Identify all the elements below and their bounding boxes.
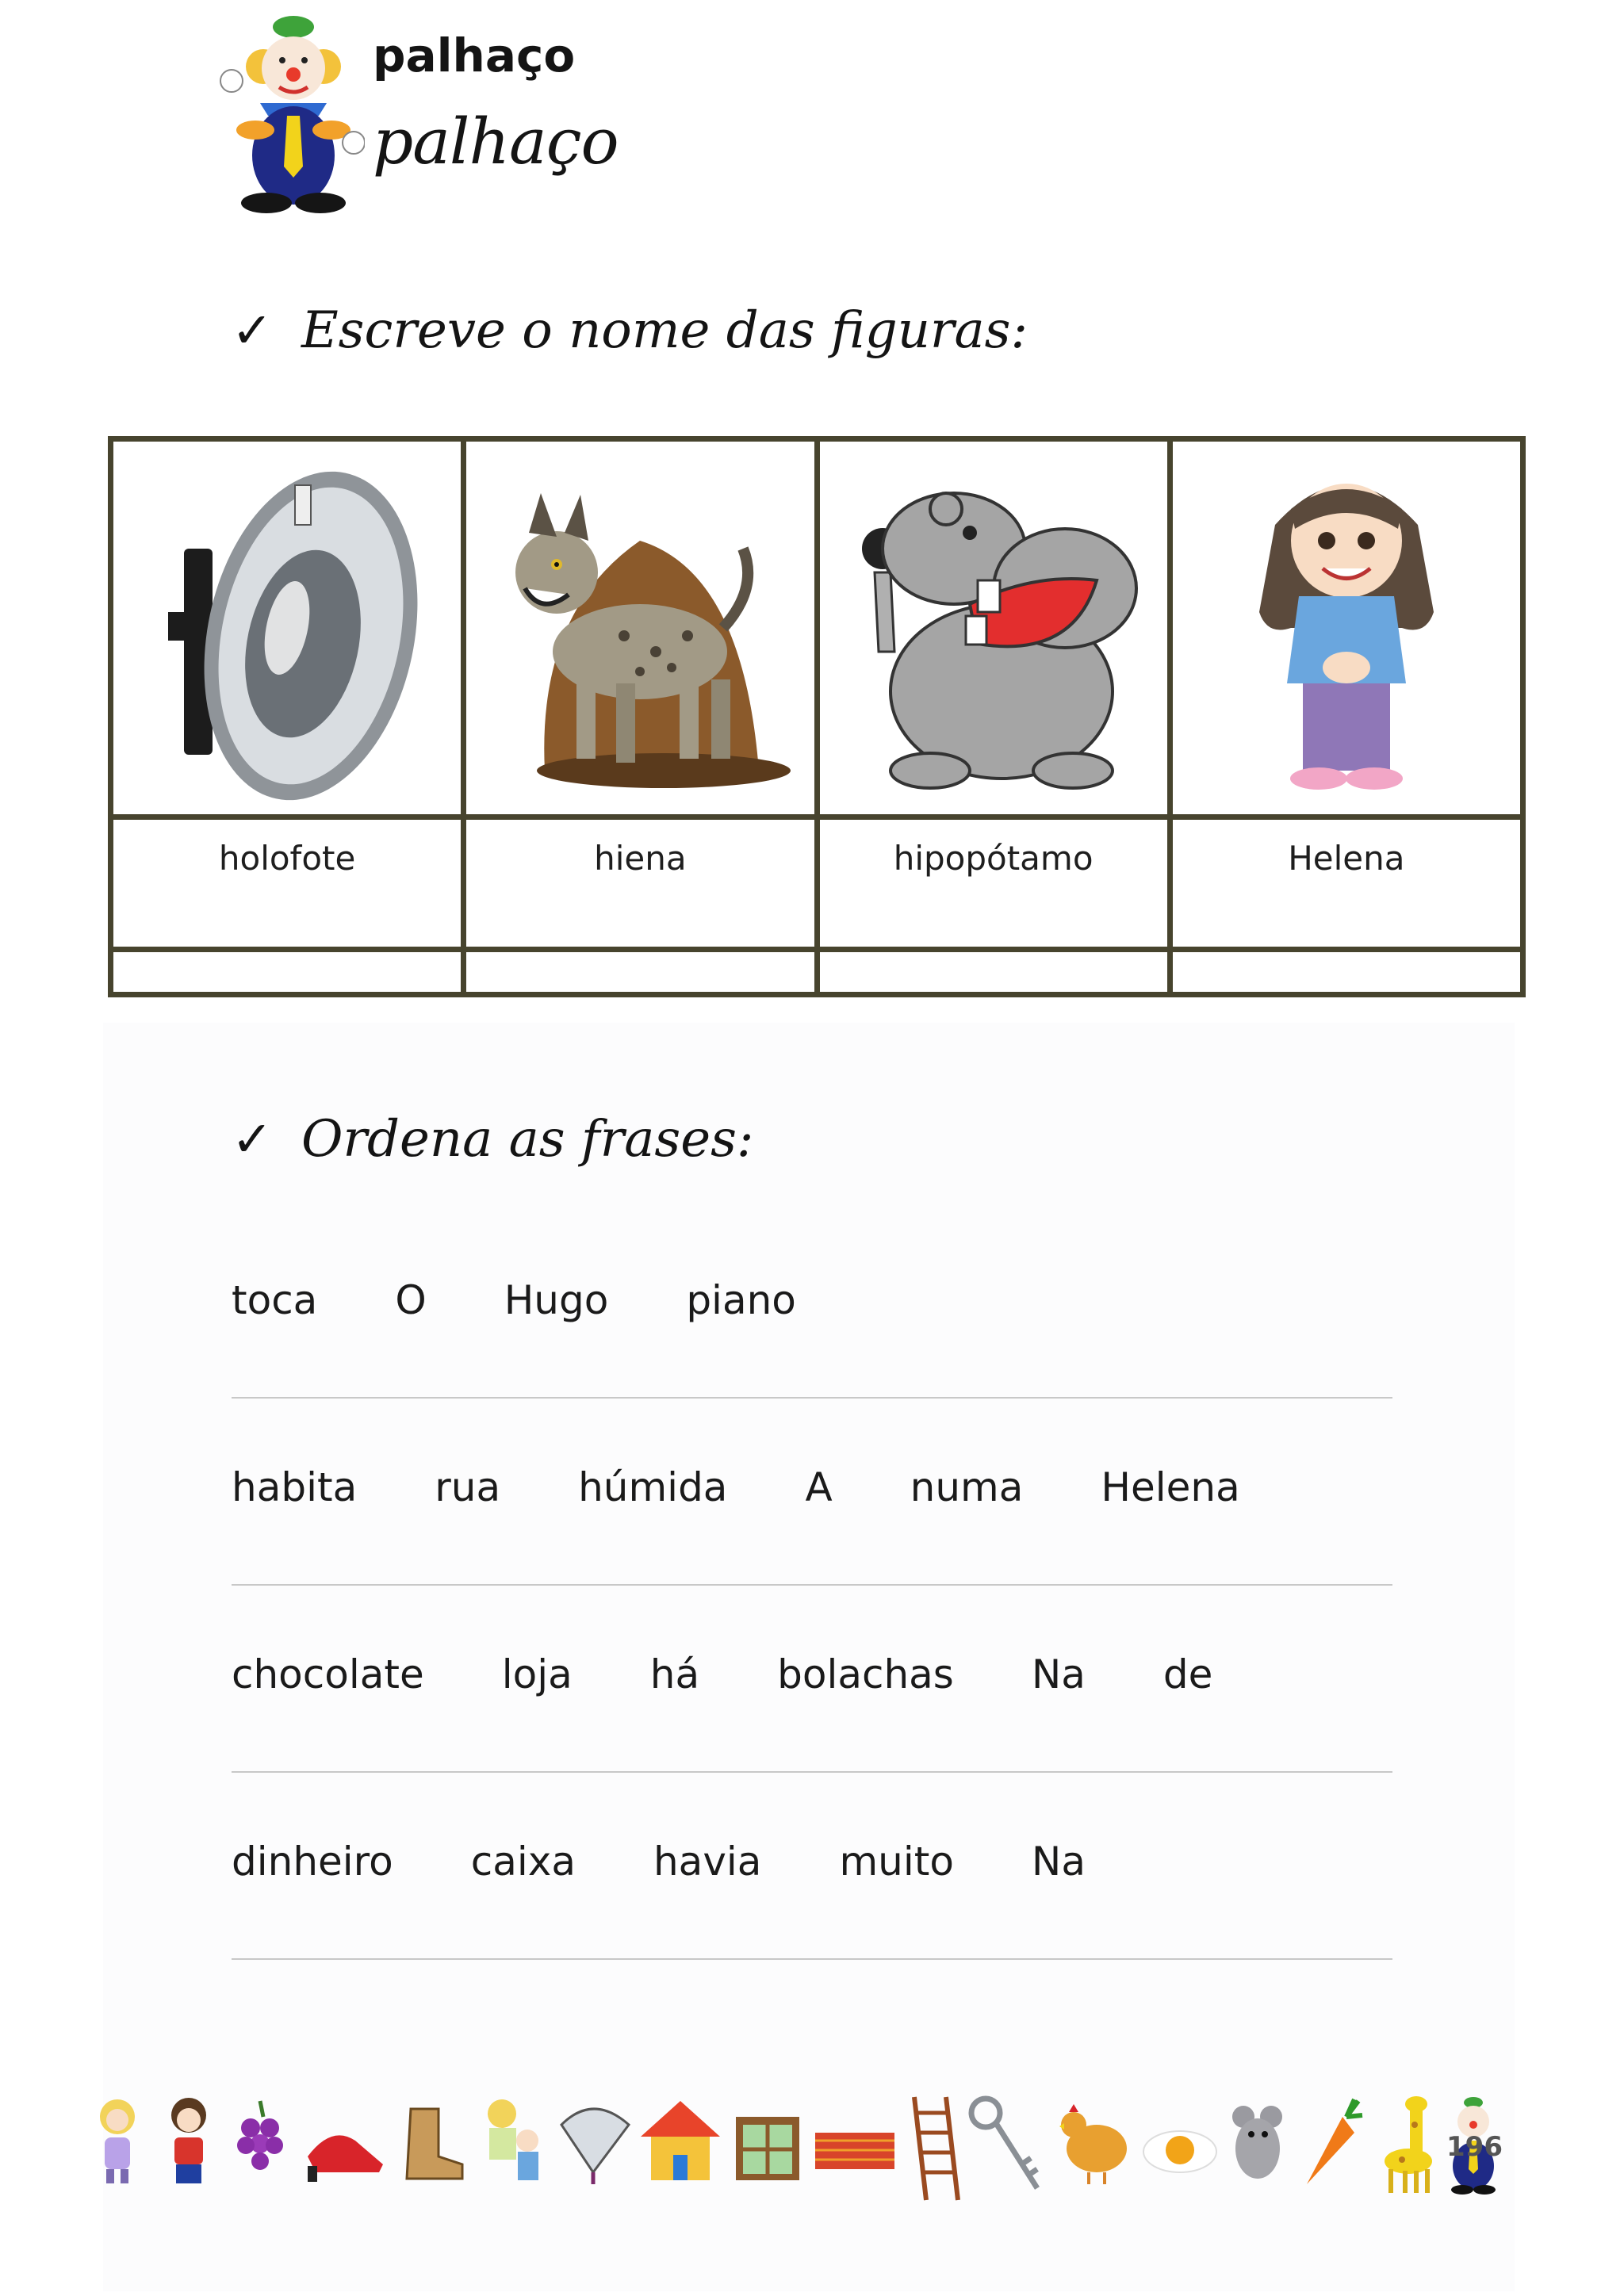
title-word-print: palhaço: [373, 29, 576, 82]
girl-icon: [1228, 453, 1465, 802]
title-word-script: palhaço: [373, 105, 619, 178]
answer-line[interactable]: [232, 1397, 1392, 1399]
word: Na: [1031, 1651, 1086, 1697]
sentence-row: [232, 1822, 1392, 2009]
instruction-order-sentences: [232, 1110, 753, 1169]
fan-icon: [553, 2093, 633, 2188]
instruction-text: Ordena as frases:: [301, 1110, 754, 1169]
word: caixa: [470, 1839, 576, 1885]
answer-cell[interactable]: [113, 952, 461, 992]
instruction-text: Escreve o nome das figuras:: [301, 301, 1028, 360]
word: loja: [501, 1651, 573, 1697]
word: há: [649, 1651, 700, 1697]
word: rua: [435, 1464, 501, 1510]
hen-icon: [1053, 2093, 1132, 2188]
spotlight-icon: [152, 453, 422, 802]
picture-label: Helena: [1173, 820, 1520, 947]
check-icon: ✓: [232, 1110, 273, 1168]
word: Helena: [1101, 1464, 1240, 1510]
answer-line[interactable]: [232, 1771, 1392, 1773]
footer-icon-strip: [86, 2093, 1545, 2220]
header: [214, 11, 619, 217]
house-icon: [637, 2093, 724, 2188]
red-shoe-icon: [300, 2093, 387, 2188]
ladder-icon: [902, 2093, 966, 2204]
answer-line[interactable]: [232, 1584, 1392, 1586]
picture-label: holofote: [113, 820, 461, 947]
egg-icon: [1140, 2093, 1220, 2188]
picture-table: [108, 436, 1526, 997]
clown-icon: [214, 11, 365, 217]
word: bolachas: [777, 1651, 954, 1697]
instruction-name-pictures: [232, 301, 1028, 360]
word: chocolate: [232, 1651, 424, 1697]
word: havia: [653, 1839, 762, 1885]
sentence-row: [232, 1448, 1392, 1635]
giraffe-icon: [1378, 2093, 1442, 2196]
word: húmida: [578, 1464, 728, 1510]
check-icon: ✓: [232, 301, 273, 359]
picture-cell-helena: [1173, 442, 1520, 814]
hippo-icon: [835, 453, 1152, 802]
picture-cell-holofote: [113, 442, 461, 814]
answer-cell[interactable]: [820, 952, 1167, 992]
sentence-row: [232, 1635, 1392, 1822]
boot-icon: [395, 2093, 466, 2188]
sentence-row: [232, 1261, 1392, 1448]
word: O: [395, 1277, 427, 1323]
carrot-icon: [1299, 2093, 1370, 2188]
word: Hugo: [504, 1277, 609, 1323]
answer-cell[interactable]: [1173, 952, 1520, 992]
mouse-icon: [1224, 2093, 1295, 2188]
hyena-icon: [481, 453, 799, 802]
picture-label: hiena: [466, 820, 814, 947]
window-icon: [732, 2093, 803, 2188]
word: Na: [1031, 1839, 1086, 1885]
picture-label: hipopótamo: [820, 820, 1167, 947]
girl-doll-icon: [86, 2093, 149, 2188]
sentence-list: [232, 1261, 1392, 2009]
word: muito: [839, 1839, 954, 1885]
word: numa: [910, 1464, 1024, 1510]
boy-doll-icon: [157, 2093, 220, 2188]
kids-icon: [470, 2093, 550, 2188]
rug-icon: [811, 2093, 898, 2188]
key-icon: [966, 2093, 1045, 2196]
answer-cell[interactable]: [466, 952, 814, 992]
page-number: 196: [1446, 2131, 1503, 2163]
word: habita: [232, 1464, 358, 1510]
word: piano: [686, 1277, 796, 1323]
word: de: [1162, 1651, 1213, 1697]
picture-cell-hipopotamo: [820, 442, 1167, 814]
word: toca: [232, 1277, 318, 1323]
answer-line[interactable]: [232, 1958, 1392, 1960]
picture-cell-hiena: [466, 442, 814, 814]
word: dinheiro: [232, 1839, 393, 1885]
grapes-icon: [228, 2093, 292, 2188]
word: A: [805, 1464, 833, 1510]
